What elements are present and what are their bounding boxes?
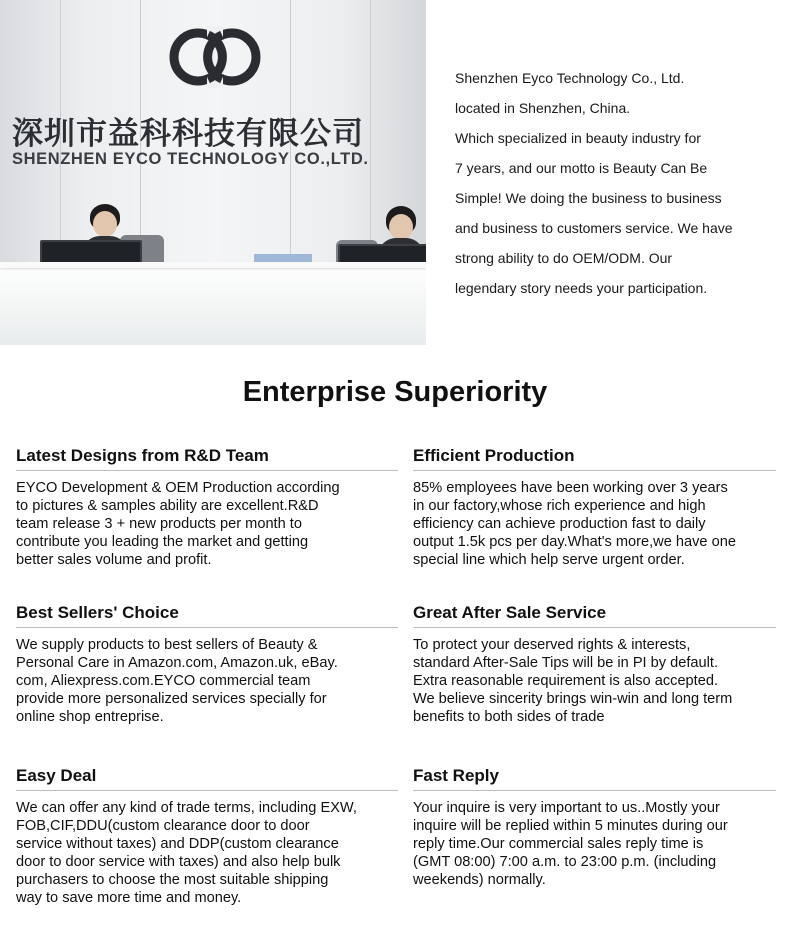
feature-line: weekends) normally. (413, 872, 546, 888)
feature-line: door to door service with taxes) and also help bulk (16, 854, 341, 870)
intro-line: 7 years, and our motto is Beauty Can Be (455, 160, 708, 176)
intro-line: Shenzhen Eyco Technology Co., Ltd. (455, 70, 685, 86)
intro-line: legendary story needs your participation. (455, 280, 708, 296)
feature-body (16, 799, 398, 907)
feature-line: EYCO Development & OEM Production according (16, 480, 340, 496)
feature-line: (GMT 08:00) 7:00 a.m. to 23:00 p.m. (including (413, 854, 717, 870)
feature-body (413, 636, 776, 726)
feature-body (16, 479, 398, 569)
feature-body (413, 799, 776, 889)
company-name-english: SHENZHEN EYCO TECHNOLOGY CO.,LTD. (12, 150, 369, 168)
feature-line: benefits to both sides of trade (413, 709, 605, 725)
feature-line: contribute you leading the market and getting (16, 534, 309, 550)
company-intro (455, 63, 785, 303)
feature-fast-reply (413, 766, 776, 889)
feature-line: FOB,CIF,DDU(custom clearance door to door (16, 818, 310, 834)
feature-line: To protect your deserved rights & interests, (413, 637, 691, 653)
feature-line: 85% employees have been working over 3 years (413, 480, 728, 496)
feature-line: way to save more time and money. (16, 890, 242, 906)
feature-best-sellers-choice (16, 603, 398, 726)
feature-title: Latest Designs from R&D Team (16, 446, 269, 465)
intro-line: strong ability to do OEM/ODM. Our (455, 250, 673, 266)
feature-line: online shop entreprise. (16, 709, 164, 725)
feature-line: standard After-Sale Tips will be in PI by default. (413, 655, 719, 671)
feature-line: special line which help serve urgent order. (413, 552, 685, 568)
feature-line: better sales volume and profit. (16, 552, 212, 568)
feature-line: com, Aliexpress.com.EYCO commercial team (16, 673, 311, 689)
feature-line: We believe sincerity brings win-win and long term (413, 691, 733, 707)
company-name-chinese: 深圳市益科科技有限公司 (12, 116, 364, 152)
office-reception-photo (0, 0, 426, 345)
feature-line: service without taxes) and DDP(custom clearance (16, 836, 339, 852)
feature-line: output 1.5k pcs per day.What's more,we have one (413, 534, 736, 550)
divider (413, 627, 776, 628)
feature-title: Fast Reply (413, 766, 499, 785)
divider (16, 627, 398, 628)
reception-desk (0, 262, 426, 345)
intro-line: located in Shenzhen, China. (455, 100, 631, 116)
feature-easy-deal (16, 766, 398, 907)
intro-line: Which specialized in beauty industry for (455, 130, 701, 146)
feature-body (16, 636, 398, 726)
feature-body (413, 479, 776, 569)
feature-line: Personal Care in Amazon.com, Amazon.uk, eBay. (16, 655, 338, 671)
feature-line: We supply products to best sellers of Beauty & (16, 637, 318, 653)
feature-line: team release 3 + new products per month to (16, 516, 302, 532)
divider (413, 470, 776, 471)
feature-line: We can offer any kind of trade terms, including EXW, (16, 800, 357, 816)
feature-line: in our factory,whose rich experience and high (413, 498, 706, 514)
divider (16, 790, 398, 791)
feature-title: Great After Sale Service (413, 603, 607, 622)
feature-line: to pictures & samples ability are excellent.R&D (16, 498, 319, 514)
feature-line: provide more personalized services specially for (16, 691, 327, 707)
feature-efficient-production (413, 446, 776, 569)
divider (16, 470, 398, 471)
feature-title: Easy Deal (16, 766, 97, 785)
feature-title: Best Sellers' Choice (16, 603, 179, 622)
intro-line: Simple! We doing the business to business (455, 190, 722, 206)
feature-rd-designs (16, 446, 398, 569)
feature-line: purchasers to choose the most suitable shipping (16, 872, 329, 888)
feature-after-sale-service (413, 603, 776, 726)
feature-line: inquire will be replied within 5 minutes during our (413, 818, 728, 834)
feature-title: Efficient Production (413, 446, 575, 465)
feature-line: efficiency can achieve production fast to daily (413, 516, 706, 532)
feature-line: reply time.Our commercial sales reply time is (413, 836, 704, 852)
reception-desk-edge (0, 262, 426, 268)
section-title: Enterprise Superiority (242, 376, 548, 408)
company-logo-icon (168, 26, 262, 88)
feature-line: Your inquire is very important to us..Mostly your (413, 800, 720, 816)
feature-line: Extra reasonable requirement is also accepted. (413, 673, 719, 689)
divider (413, 790, 776, 791)
intro-line: and business to customers service. We have (455, 220, 733, 236)
